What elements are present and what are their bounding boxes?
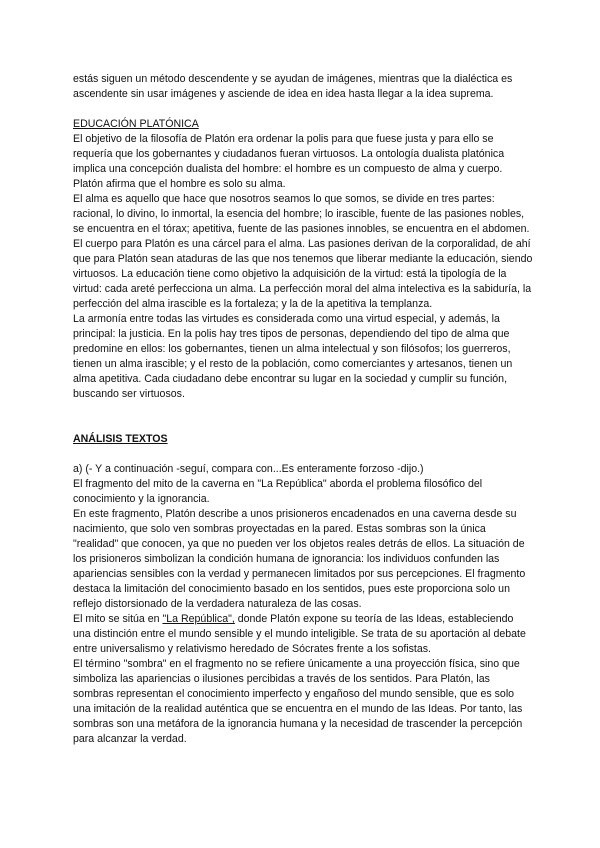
p3-before: El mito se sitúa en: [73, 613, 163, 625]
intro-paragraph: estás siguen un método descendente y se ayudan de imágenes, mientras que la dialéctica es ascendente sin usar imágenes y asciende de idea en idea hasta llegar a la idea suprema.: [73, 73, 513, 100]
analisis-heading: ANÁLISIS TEXTOS: [73, 433, 168, 445]
educacion-paragraph-2: El alma es aquello que hace que nosotros seamos lo que somos, se divide en tres partes: racional, lo divino, lo inmortal, la esencia del hombre; lo irascible, fuente de las pasiones nobles, se encuentra en el tórax; apetitiva, fuente de las pasiones innobles, se encuentra en el abdomen. El cuerpo para Platón es una cárcel para el alma. Las pasiones derivan de la corporalidad, de ahí que para Platón sean ataduras de las que nos tenemos que liberar mediante la educación, siendo virtuosos. La educación tiene como objetivo la adquisición de la virtud: está la tipología de la virtud: cada areté perfecciona un alma. La perfección moral del alma intelectiva es la sabiduría, la perfección del alma irascible es la fortaleza; y la de la apetitiva la templanza.: [73, 193, 533, 310]
analisis-paragraph-2: En este fragmento, Platón describe a unos prisioneros encadenados en una caverna desde su nacimiento, que solo ven sombras proyectadas en la pared. Estas sombras son la única "realidad" que conocen, ya que no pueden ver los objetos reales detrás de ellos. La situación de los prisioneros simbolizan la condición humana de ignorancia: los individuos confunden las apariencias sensibles con la verdad y permanecen limitados por sus percepciones. El fragmento destaca la limitación del conocimiento basado en los sentidos, pues este proporciona solo un reflejo distorsionado de la verdadera naturaleza de las cosas.: [73, 508, 526, 610]
analisis-paragraph-1: El fragmento del mito de la caverna en "La República" aborda el problema filosófico del conocimiento y la ignorancia.: [73, 478, 483, 505]
text-column: [73, 72, 533, 747]
educacion-heading: EDUCACIÓN PLATÓNICA: [73, 118, 199, 130]
analisis-paragraph-4: El término "sombra" en el fragmento no se refiere únicamente a una proyección física, sino que simboliza las apariencias o ilusiones percibidas a través de los sentidos. Para Platón, las sombras representan el conocimiento imperfecto y engañoso del mundo sensible, que es solo una imitación de la realidad auténtica que se encuentra en el mundo de las Ideas. Por tanto, las sombras son una metáfora de la ignorancia humana y la necesidad de trascender la percepción para alcanzar la verdad.: [73, 658, 523, 745]
p3-after: donde Platón expone su teoría de las Ideas, estableciendo una distinción entre el mundo sensible y el mundo inteligible. Se trata de su aportación al debate entre universalismo y relativismo heredado de Sócrates frente a los sofistas.: [73, 613, 526, 655]
republica-reference: "La República",: [162, 613, 235, 625]
educacion-paragraph-1: El objetivo de la filosofía de Platón era ordenar la polis para que fuese justa y para ello se requería que los gobernantes y ciudadanos fueran virtuosos. La ontología dualista platónica implica una concepción dualista del hombre: el hombre es un compuesto de alma y cuerpo. Platón afirma que el hombre es solo su alma.: [73, 133, 505, 190]
analisis-paragraph-3: [73, 612, 533, 657]
analisis-quote: a) (- Y a continuación -seguí, compara con...Es enteramente forzoso -dijo.): [73, 463, 424, 475]
educacion-paragraph-3: La armonía entre todas las virtudes es considerada como una virtud especial, y además, la principal: la justicia. En la polis hay tres tipos de personas, dependiendo del tipo de alma que predomine en ellos: los gobernantes, tienen un alma intelectual y son filósofos; los guerreros, tienen un alma irascible; y el resto de la población, como comerciantes y artesanos, tienen un alma apetitiva. Cada ciudadano debe encontrar su lugar en la sociedad y cumplir su función, buscando ser virtuosos.: [73, 313, 513, 400]
